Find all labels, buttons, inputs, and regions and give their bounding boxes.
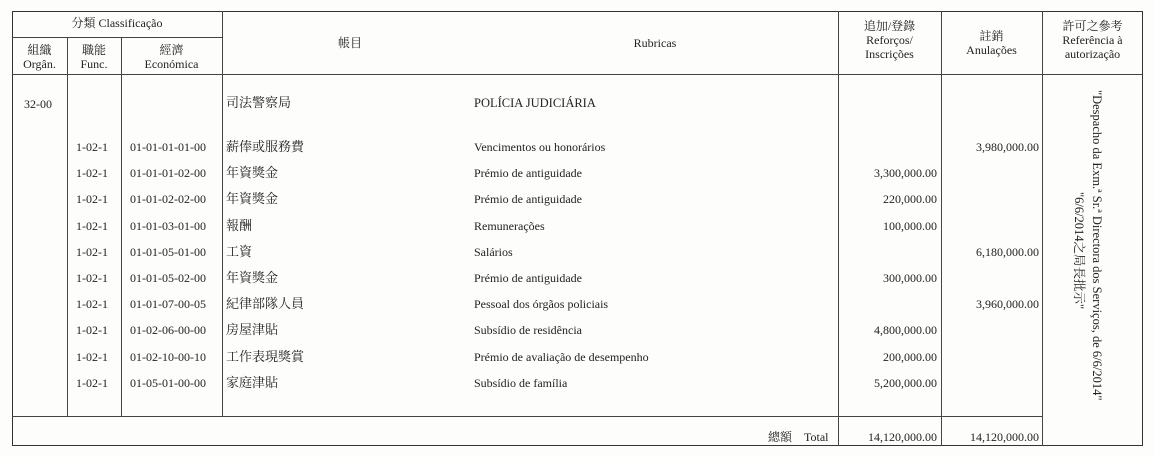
col-divider (67, 37, 68, 416)
row-func-code: 1-02-1 (76, 140, 108, 154)
header-funcional: 職能 Func. (80, 43, 108, 71)
row-rubrica-cn: 薪俸或服務費 (226, 139, 305, 154)
row-rubrica-cn: 紀律部隊人員 (226, 296, 305, 311)
row-func-code: 1-02-1 (76, 376, 108, 390)
row-rubrica-pt: Remunerações (474, 219, 545, 233)
row-rubrica-cn: 年資獎金 (226, 270, 279, 285)
row-reforco: 300,000.00 (883, 271, 937, 285)
row-reforco: 220,000.00 (883, 192, 937, 206)
row-econ-code: 01-05-01-00-00 (130, 376, 206, 390)
organ-name-cn: 司法警察局 (226, 95, 292, 110)
row-econ-code: 01-02-10-00-10 (130, 350, 206, 364)
row-rubrica-pt: Prémio de antiguidade (474, 166, 582, 180)
organ-name-pt: POLÍCIA JUDICIÁRIA (474, 96, 596, 110)
total-divider (12, 416, 1042, 417)
row-rubrica-pt: Pessoal dos órgãos policiais (474, 297, 609, 311)
row-func-code: 1-02-1 (76, 297, 108, 311)
total-reforco: 14,120,000.00 (868, 430, 937, 444)
row-rubrica-pt: Subsídio de residência (474, 323, 582, 337)
header-divider (12, 74, 1143, 75)
row-rubrica-cn: 家庭津貼 (226, 375, 279, 390)
row-econ-code: 01-02-06-00-00 (130, 323, 206, 337)
row-rubrica-cn: 報酬 (226, 218, 253, 233)
row-econ-code: 01-01-05-02-00 (130, 271, 206, 285)
row-rubrica-cn: 工作表現獎賞 (226, 349, 305, 364)
col-divider (222, 11, 223, 416)
row-reforco: 5,200,000.00 (874, 376, 937, 390)
row-rubrica-cn: 工資 (226, 244, 253, 259)
row-rubrica-pt: Subsídio de família (474, 376, 568, 390)
row-anulacao: 6,180,000.00 (976, 245, 1039, 259)
row-econ-code: 01-01-02-02-00 (130, 192, 206, 206)
organ-code: 32-00 (24, 97, 52, 111)
authorization-reference-pt: "Despacho da Exm.ª Sr.ª Directora dos Serviços, de 6/6/2014" (1090, 90, 1104, 401)
row-rubrica-pt: Vencimentos ou honorários (474, 140, 606, 154)
header-classification: 分類 Classificação (71, 16, 163, 30)
row-anulacao: 3,960,000.00 (976, 297, 1039, 311)
row-reforco: 200,000.00 (883, 350, 937, 364)
header-organica: 組織 Orgân. (23, 43, 56, 71)
total-label: 總額 Total (768, 430, 829, 444)
row-func-code: 1-02-1 (76, 192, 108, 206)
total-anulacao: 14,120,000.00 (970, 430, 1039, 444)
col-divider (1042, 11, 1043, 446)
header-economica: 經濟 Económica (144, 43, 199, 71)
row-anulacao: 3,980,000.00 (976, 140, 1039, 154)
row-func-code: 1-02-1 (76, 219, 108, 233)
header-anulacoes: 註銷 Anulações (966, 29, 1017, 57)
header-rubrica-pt: Rubricas (633, 36, 677, 50)
row-rubrica-cn: 房屋津貼 (226, 322, 279, 337)
row-reforco: 3,300,000.00 (874, 166, 937, 180)
row-rubrica-pt: Salários (474, 245, 513, 259)
row-func-code: 1-02-1 (76, 245, 108, 259)
col-divider (941, 11, 942, 446)
row-reforco: 4,800,000.00 (874, 323, 937, 337)
header-rubrica-cn: 帳目 (337, 36, 362, 50)
row-func-code: 1-02-1 (76, 271, 108, 285)
row-rubrica-cn: 年資獎金 (226, 165, 279, 180)
header-reforcos: 追加/登錄 Reforços/ Inscrições (863, 19, 916, 61)
row-func-code: 1-02-1 (76, 323, 108, 337)
row-econ-code: 01-01-07-00-05 (130, 297, 206, 311)
row-rubrica-cn: 年資獎金 (226, 191, 279, 206)
row-rubrica-pt: Prémio de avaliação de desempenho (474, 350, 649, 364)
row-rubrica-pt: Prémio de antiguidade (474, 271, 582, 285)
authorization-reference-cn: "6/6/2014之局長批示" (1072, 192, 1086, 310)
row-rubrica-pt: Prémio de antiguidade (474, 192, 582, 206)
row-func-code: 1-02-1 (76, 350, 108, 364)
row-func-code: 1-02-1 (76, 166, 108, 180)
row-econ-code: 01-01-03-01-00 (130, 219, 206, 233)
header-divider (12, 37, 222, 38)
row-econ-code: 01-01-05-01-00 (130, 245, 206, 259)
row-econ-code: 01-01-01-02-00 (130, 166, 206, 180)
header-referencia: 許可之參考 Referência à autorização (1062, 19, 1123, 61)
row-reforco: 100,000.00 (883, 219, 937, 233)
col-divider (121, 37, 122, 416)
row-econ-code: 01-01-01-01-00 (130, 140, 206, 154)
